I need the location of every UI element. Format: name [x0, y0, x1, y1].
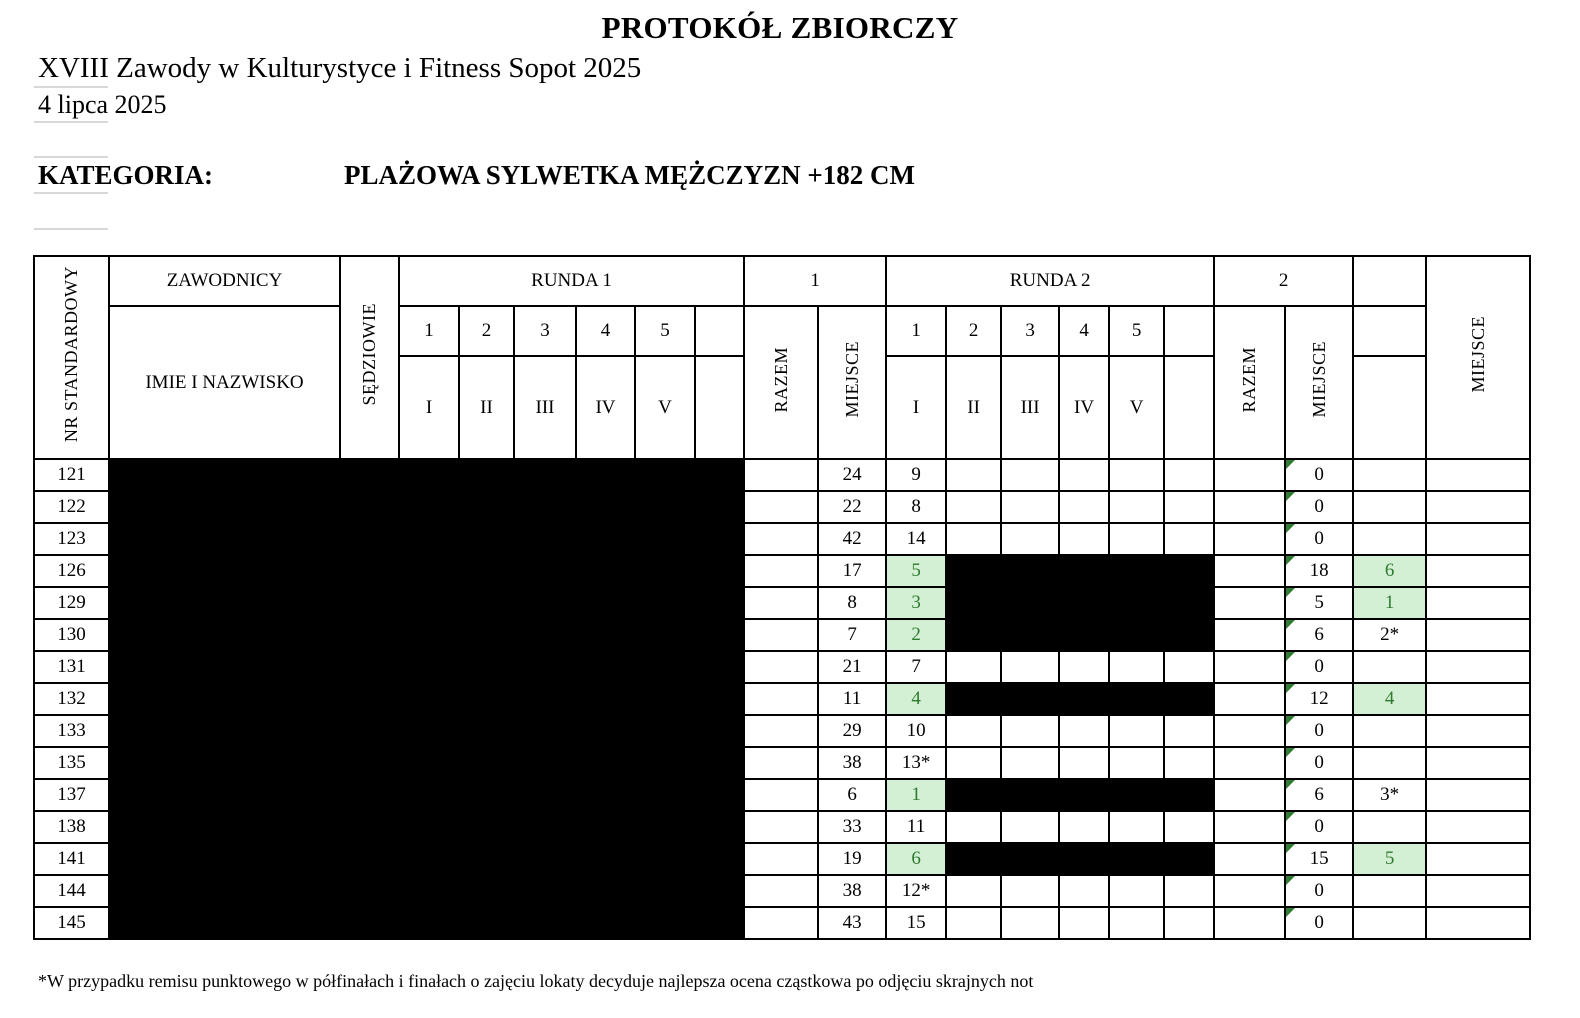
- r2-razem: 0: [1285, 523, 1353, 555]
- r2-score: [1164, 491, 1214, 523]
- row-nr: 129: [34, 587, 109, 619]
- runda2-header: RUNDA 2: [886, 256, 1214, 306]
- r1-razem: 7: [818, 619, 886, 651]
- r2-judge-roman: IV: [1059, 356, 1109, 459]
- r2-score: [1059, 491, 1109, 523]
- empty-cell: [1214, 715, 1285, 747]
- r2-razem: 6: [1285, 619, 1353, 651]
- r2-razem: 0: [1285, 747, 1353, 779]
- r2-score: [1109, 715, 1164, 747]
- r2-razem: 0: [1285, 459, 1353, 491]
- r1-miejsce: 8: [886, 491, 946, 523]
- r1-judge-number: 3: [514, 306, 576, 356]
- r1-judge-roman: I: [399, 356, 459, 459]
- r2-miejsce: [1353, 459, 1426, 491]
- r2-score: [946, 651, 1001, 683]
- table-header: [34, 256, 1530, 459]
- r2-razem: 6: [1285, 779, 1353, 811]
- r2-score: [1001, 651, 1059, 683]
- row-nr: 132: [34, 683, 109, 715]
- empty-cell: [1353, 306, 1426, 356]
- r2-miejsce: [1353, 907, 1426, 939]
- row-nr: 130: [34, 619, 109, 651]
- r1-razem: 43: [818, 907, 886, 939]
- divider: [34, 192, 108, 194]
- r2-score: [1109, 523, 1164, 555]
- empty-cell: [1214, 523, 1285, 555]
- empty-cell: [1214, 779, 1285, 811]
- empty-cell: [1426, 555, 1530, 587]
- r2-score: [1059, 907, 1109, 939]
- empty-cell: [1214, 811, 1285, 843]
- r2-score: [946, 715, 1001, 747]
- r1-judge-number: 4: [576, 306, 635, 356]
- r1-miejsce: 15: [886, 907, 946, 939]
- footnote: *W przypadku remisu punktowego w półfinałach i finałach o zajęciu lokaty decyduje najlepsza ocena cząstkowa po odjęciu skrajnych not: [38, 971, 1034, 991]
- r1-judge-roman: IV: [576, 356, 635, 459]
- r1-miejsce: 14: [886, 523, 946, 555]
- empty-cell: [1426, 907, 1530, 939]
- empty-cell: [695, 356, 744, 459]
- results-table: [33, 255, 1531, 940]
- empty-cell: [744, 651, 818, 683]
- r2-score: [1059, 459, 1109, 491]
- r2-score: [1164, 811, 1214, 843]
- r1-judge-roman: V: [635, 356, 695, 459]
- r2-score: [946, 875, 1001, 907]
- r2-score: [1164, 651, 1214, 683]
- r2-score: [1059, 811, 1109, 843]
- empty-cell: [1353, 256, 1426, 306]
- r2-score: [946, 747, 1001, 779]
- divider: [34, 228, 108, 230]
- empty-cell: [1353, 356, 1426, 459]
- row-nr: 133: [34, 715, 109, 747]
- redacted-competitor-block: [109, 459, 744, 939]
- r2-score: [1109, 459, 1164, 491]
- redacted-round2-scores: [946, 587, 1214, 619]
- row-nr: 144: [34, 875, 109, 907]
- r2-judge-number: 3: [1001, 306, 1059, 356]
- empty-cell: [744, 555, 818, 587]
- r2-score: [1164, 747, 1214, 779]
- r2-judge-number: 4: [1059, 306, 1109, 356]
- category-value: PLAŻOWA SYLWETKA MĘŻCZYZN +182 CM: [344, 160, 915, 190]
- empty-cell: [1426, 747, 1530, 779]
- r1-razem: 19: [818, 843, 886, 875]
- r2-razem: 0: [1285, 875, 1353, 907]
- r2-score: [1109, 811, 1164, 843]
- empty-cell: [744, 587, 818, 619]
- r2-miejsce: [1353, 715, 1426, 747]
- empty-cell: [1426, 683, 1530, 715]
- r2-miejsce-header: MIEJSCE: [1285, 306, 1353, 459]
- empty-cell: [1214, 747, 1285, 779]
- empty-cell: [1214, 491, 1285, 523]
- r2-score: [946, 491, 1001, 523]
- r2-judge-number: 5: [1109, 306, 1164, 356]
- r2-razem: 5: [1285, 587, 1353, 619]
- r2-score: [1059, 747, 1109, 779]
- empty-cell: [1214, 555, 1285, 587]
- r2-razem: 15: [1285, 843, 1353, 875]
- runda1-header: RUNDA 1: [399, 256, 744, 306]
- nr-header: NR STANDARDOWY: [34, 256, 109, 459]
- r2-score: [1059, 523, 1109, 555]
- empty-cell: [744, 875, 818, 907]
- empty-cell: [1214, 587, 1285, 619]
- empty-cell: [695, 306, 744, 356]
- judges-header: SĘDZIOWIE: [340, 256, 399, 459]
- r1-judge-number: 1: [399, 306, 459, 356]
- r1-judge-number: 2: [459, 306, 514, 356]
- row-nr: 145: [34, 907, 109, 939]
- r2-score: [1001, 875, 1059, 907]
- table-body: [34, 459, 1530, 939]
- redacted-round2-scores: [946, 619, 1214, 651]
- r1-miejsce: 11: [886, 811, 946, 843]
- empty-cell: [1426, 619, 1530, 651]
- empty-cell: [744, 811, 818, 843]
- empty-cell: [1426, 523, 1530, 555]
- empty-cell: [1426, 651, 1530, 683]
- r1-judge-roman: III: [514, 356, 576, 459]
- r1-miejsce: 4: [886, 683, 946, 715]
- empty-cell: [1214, 651, 1285, 683]
- r2-score: [946, 811, 1001, 843]
- empty-cell: [1426, 875, 1530, 907]
- r2-miejsce: [1353, 875, 1426, 907]
- r2-miejsce: 1: [1353, 587, 1426, 619]
- r2-score: [1109, 907, 1164, 939]
- r2-miejsce: [1353, 491, 1426, 523]
- r1-razem: 24: [818, 459, 886, 491]
- r2-razem: 0: [1285, 491, 1353, 523]
- r1-miejsce: 6: [886, 843, 946, 875]
- r1-razem: 8: [818, 587, 886, 619]
- r1-miejsce: 1: [886, 779, 946, 811]
- r2-miejsce: [1353, 811, 1426, 843]
- empty-cell: [1214, 619, 1285, 651]
- r2-score: [1109, 747, 1164, 779]
- r1-razem: 22: [818, 491, 886, 523]
- row-nr: 122: [34, 491, 109, 523]
- r1-razem: 33: [818, 811, 886, 843]
- empty-cell: [744, 843, 818, 875]
- r2-score: [1001, 491, 1059, 523]
- empty-cell: [1214, 683, 1285, 715]
- r1-razem: 11: [818, 683, 886, 715]
- r1-razem: 17: [818, 555, 886, 587]
- r2-score: [1001, 907, 1059, 939]
- page-title: PROTOKÓŁ ZBIORCZY: [601, 10, 959, 45]
- empty-cell: [1164, 356, 1214, 459]
- row-nr: 126: [34, 555, 109, 587]
- r2-judge-roman: II: [946, 356, 1001, 459]
- r2-score: [1059, 875, 1109, 907]
- r2-judge-roman: III: [1001, 356, 1059, 459]
- r1-miejsce: 2: [886, 619, 946, 651]
- redacted-round2-scores: [946, 555, 1214, 587]
- r1-miejsce: 10: [886, 715, 946, 747]
- r2-score: [1001, 459, 1059, 491]
- r2-judge-roman: V: [1109, 356, 1164, 459]
- r2-miejsce: [1353, 747, 1426, 779]
- r1-razem: 38: [818, 747, 886, 779]
- r2-miejsce: 4: [1353, 683, 1426, 715]
- empty-cell: [1214, 459, 1285, 491]
- r2-miejsce: 5: [1353, 843, 1426, 875]
- r1-miejsce-header: MIEJSCE: [818, 306, 886, 459]
- empty-cell: [1214, 875, 1285, 907]
- r1-miejsce: 3: [886, 587, 946, 619]
- empty-cell: [744, 491, 818, 523]
- r1-razem: 38: [818, 875, 886, 907]
- empty-cell: [744, 715, 818, 747]
- empty-cell: [1426, 587, 1530, 619]
- empty-cell: [744, 779, 818, 811]
- r2-judge-number: 2: [946, 306, 1001, 356]
- row-nr: 123: [34, 523, 109, 555]
- row-nr: 135: [34, 747, 109, 779]
- empty-cell: [744, 683, 818, 715]
- r2-score: [1164, 875, 1214, 907]
- event-date: 4 lipca 2025: [38, 90, 167, 119]
- r2-score: [1001, 747, 1059, 779]
- name-header: IMIE I NAZWISKO: [109, 306, 340, 459]
- r2-summary-header: 2: [1214, 256, 1353, 306]
- empty-cell: [744, 907, 818, 939]
- row-nr: 131: [34, 651, 109, 683]
- empty-cell: [1214, 907, 1285, 939]
- r2-score: [1109, 491, 1164, 523]
- divider: [34, 121, 108, 123]
- empty-cell: [744, 523, 818, 555]
- redacted-round2-scores: [946, 843, 1214, 875]
- r2-razem: 0: [1285, 811, 1353, 843]
- r2-razem: 18: [1285, 555, 1353, 587]
- r2-score: [1109, 875, 1164, 907]
- row-nr: 137: [34, 779, 109, 811]
- r1-razem: 29: [818, 715, 886, 747]
- r1-judge-roman: II: [459, 356, 514, 459]
- r2-razem: 0: [1285, 907, 1353, 939]
- r2-score: [1164, 523, 1214, 555]
- r2-score: [1164, 907, 1214, 939]
- r1-miejsce: 7: [886, 651, 946, 683]
- r1-miejsce: 12*: [886, 875, 946, 907]
- r2-miejsce: 2*: [1353, 619, 1426, 651]
- r1-razem: 21: [818, 651, 886, 683]
- r1-razem: 42: [818, 523, 886, 555]
- row-nr: 141: [34, 843, 109, 875]
- r2-razem-header: RAZEM: [1214, 306, 1285, 459]
- r2-score: [1001, 715, 1059, 747]
- r2-score: [1001, 811, 1059, 843]
- empty-cell: [1164, 306, 1214, 356]
- r1-judge-number: 5: [635, 306, 695, 356]
- r2-razem: 0: [1285, 715, 1353, 747]
- r2-miejsce: [1353, 523, 1426, 555]
- r1-miejsce: 13*: [886, 747, 946, 779]
- r2-score: [946, 459, 1001, 491]
- r2-razem: 0: [1285, 651, 1353, 683]
- empty-cell: [1426, 715, 1530, 747]
- r2-miejsce: 3*: [1353, 779, 1426, 811]
- empty-cell: [744, 747, 818, 779]
- row-nr: 138: [34, 811, 109, 843]
- r2-razem: 12: [1285, 683, 1353, 715]
- r2-score: [1164, 459, 1214, 491]
- redacted-round2-scores: [946, 779, 1214, 811]
- event-name: XVIII Zawody w Kulturystyce i Fitness Sopot 2025: [38, 52, 642, 84]
- r2-score: [946, 523, 1001, 555]
- empty-cell: [1426, 811, 1530, 843]
- r1-miejsce: 9: [886, 459, 946, 491]
- table-row: [34, 459, 1530, 491]
- r2-score: [1001, 523, 1059, 555]
- r2-judge-number: 1: [886, 306, 946, 356]
- redacted-round2-scores: [946, 683, 1214, 715]
- r2-score: [1059, 715, 1109, 747]
- divider: [34, 156, 108, 158]
- empty-cell: [744, 459, 818, 491]
- row-nr: 121: [34, 459, 109, 491]
- r2-score: [1059, 651, 1109, 683]
- empty-cell: [1426, 491, 1530, 523]
- empty-cell: [744, 619, 818, 651]
- r2-judge-roman: I: [886, 356, 946, 459]
- category-label: KATEGORIA:: [38, 160, 214, 190]
- r1-razem-header: RAZEM: [744, 306, 818, 459]
- empty-cell: [1426, 843, 1530, 875]
- empty-cell: [1426, 779, 1530, 811]
- final-miejsce-header: MIEJSCE: [1426, 256, 1530, 459]
- r1-summary-header: 1: [744, 256, 886, 306]
- empty-cell: [1426, 459, 1530, 491]
- r2-miejsce: 6: [1353, 555, 1426, 587]
- r2-miejsce: [1353, 651, 1426, 683]
- r1-miejsce: 5: [886, 555, 946, 587]
- r2-score: [946, 907, 1001, 939]
- r2-score: [1109, 651, 1164, 683]
- r1-razem: 6: [818, 779, 886, 811]
- empty-cell: [1214, 843, 1285, 875]
- zawodnicy-header: ZAWODNICY: [109, 256, 340, 306]
- r2-score: [1164, 715, 1214, 747]
- divider: [34, 86, 108, 88]
